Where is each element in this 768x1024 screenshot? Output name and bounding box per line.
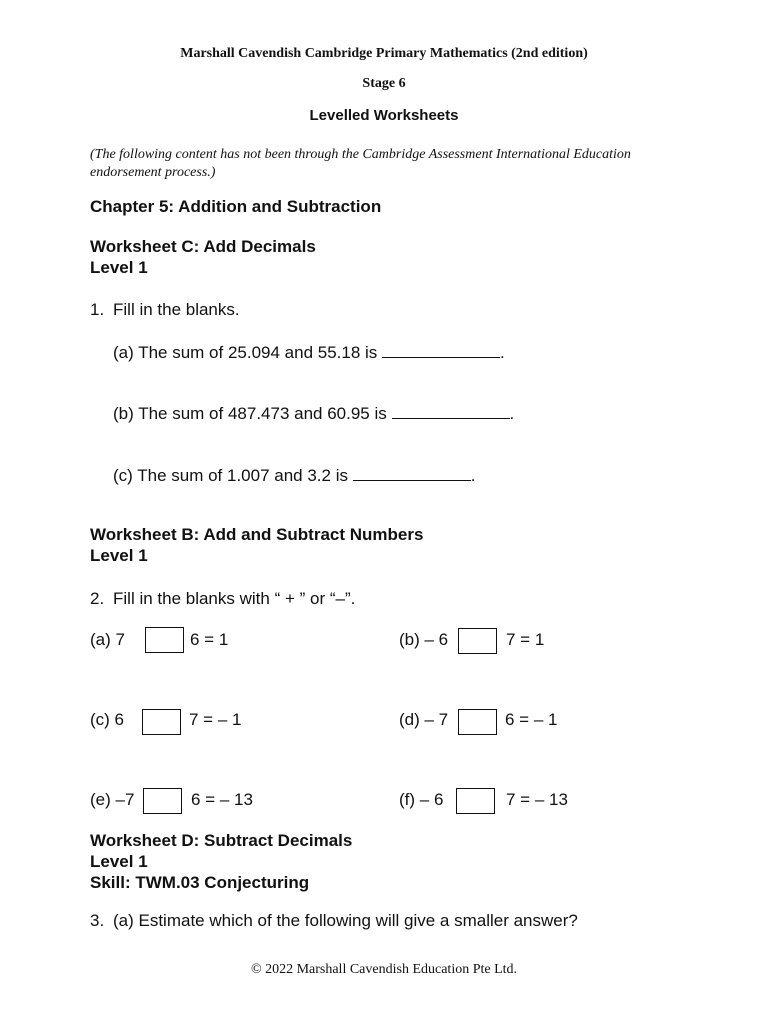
item-b-left: (b) – 6 <box>399 630 449 649</box>
item-c-right: 7 = – 1 <box>189 710 242 729</box>
answer-blank-1b[interactable] <box>392 404 510 419</box>
stage-label: Stage 6 <box>362 76 406 91</box>
question-1a-period: . <box>500 343 505 362</box>
question-1c <box>113 466 475 486</box>
item-a-right: 6 = 1 <box>190 630 229 649</box>
question-1c-text: (c) The sum of 1.007 and 3.2 is <box>113 466 348 485</box>
answer-box-e[interactable] <box>143 788 182 814</box>
item-d-right: 6 = – 1 <box>505 710 558 729</box>
worksheet-b-level: Level 1 <box>90 546 148 565</box>
question-2-number: 2. <box>90 589 105 608</box>
question-1c-period: . <box>470 466 476 485</box>
item-e-right: 6 = – 13 <box>191 790 253 809</box>
question-1-number: 1. <box>90 300 105 319</box>
answer-blank-1c[interactable] <box>353 466 471 481</box>
question-3-text: (a) Estimate which of the following will give a smaller answer? <box>113 911 578 930</box>
item-d-left: (d) – 7 <box>399 710 449 729</box>
item-f-right: 7 = – 13 <box>506 790 568 809</box>
book-title: Marshall Cavendish Cambridge Primary Mathematics (2nd edition) <box>180 46 588 61</box>
worksheet-d-skill: Skill: TWM.03 Conjecturing <box>90 873 310 892</box>
worksheet-c-level: Level 1 <box>90 258 148 277</box>
question-3-number: 3. <box>90 911 105 930</box>
question-1-text: Fill in the blanks. <box>113 300 240 319</box>
item-e-left: (e) –7 <box>90 790 135 809</box>
question-1b-period: . <box>509 404 515 423</box>
document-title: Levelled Worksheets <box>309 107 459 124</box>
endorsement-note: (The following content has not been through the Cambridge Assessment International Education endorsement process.) <box>90 147 631 180</box>
worksheet-d-title: Worksheet D: Subtract Decimals <box>90 831 353 850</box>
item-f-left: (f) – 6 <box>399 790 444 809</box>
question-1a-text: (a) The sum of 25.094 and 55.18 is <box>113 343 378 362</box>
question-2-text: Fill in the blanks with “ + ” or “–”. <box>113 589 356 608</box>
copyright-footer: © 2022 Marshall Cavendish Education Pte Ltd. <box>250 962 518 977</box>
question-1b <box>113 404 514 424</box>
worksheet-d-level: Level 1 <box>90 852 148 871</box>
chapter-title: Chapter 5: Addition and Subtraction <box>90 197 382 216</box>
worksheet-c-title: Worksheet C: Add Decimals <box>90 237 316 256</box>
answer-box-b[interactable] <box>458 628 497 654</box>
answer-box-c[interactable] <box>142 709 181 735</box>
item-b-right: 7 = 1 <box>506 630 545 649</box>
answer-box-a[interactable] <box>145 627 184 653</box>
question-1b-text: (b) The sum of 487.473 and 60.95 is <box>113 404 387 423</box>
answer-box-f[interactable] <box>456 788 495 814</box>
answer-blank-1a[interactable] <box>382 343 500 358</box>
question-1a <box>113 343 505 363</box>
item-c-left: (c) 6 <box>90 710 124 729</box>
answer-box-d[interactable] <box>458 709 497 735</box>
item-a-left: (a) 7 <box>90 630 125 649</box>
worksheet-b-title: Worksheet B: Add and Subtract Numbers <box>90 525 424 544</box>
